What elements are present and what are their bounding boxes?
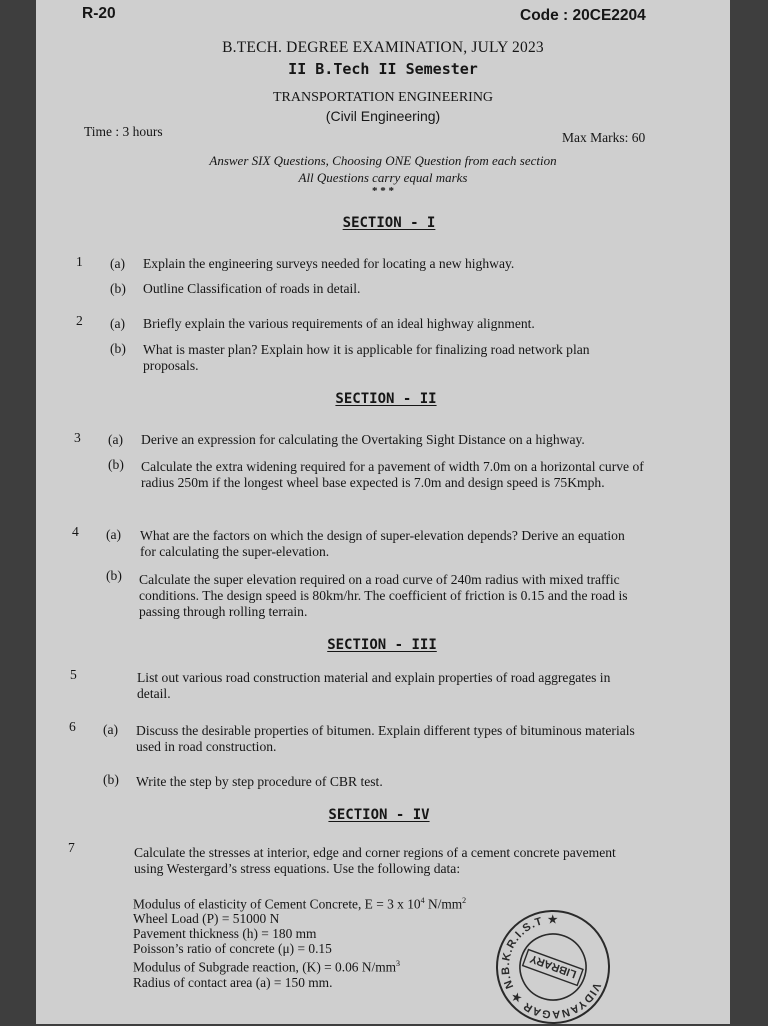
subject-title: TRANSPORTATION ENGINEERING bbox=[272, 90, 494, 105]
part-label: (b) bbox=[110, 341, 126, 356]
question-4b-text: Calculate the super elevation required on a road curve of 240m radius with mixed traffic conditions. The design speed is 80km/hr. The coefficient of friction is 0.15 and the road is passing through rolling terrain. bbox=[139, 572, 628, 619]
q7-data-list bbox=[133, 893, 466, 990]
section-2-title: SECTION - II bbox=[335, 391, 437, 407]
question-number: 4 bbox=[72, 524, 79, 539]
max-marks-label: Max Marks: 60 bbox=[562, 130, 646, 145]
part-label: (a) bbox=[110, 256, 126, 271]
q7-data-item: Poisson’s ratio of concrete (μ) = 0.15 bbox=[133, 941, 332, 957]
data-text: Modulus of Subgrade reaction, (K) = 0.06 N/mm bbox=[133, 959, 397, 975]
question-number: 6 bbox=[69, 719, 76, 734]
section-1-title: SECTION - I bbox=[342, 215, 436, 231]
question-number: 5 bbox=[70, 667, 77, 682]
exam-paper bbox=[36, 0, 730, 1024]
question-2b-text: What is master plan? Explain how it is applicable for finalizing road network plan proposals. bbox=[143, 342, 590, 373]
question-2a-text: Briefly explain the various requirements of an ideal highway alignment. bbox=[143, 316, 535, 331]
part-label: (a) bbox=[106, 527, 122, 542]
question-3b-text: Calculate the extra widening required for a pavement of width 7.0m on a horizontal curve of radius 250m if the longest wheel base expected is 7.0m and design speed is 75Kmph. bbox=[141, 459, 644, 490]
exponent: 3 bbox=[396, 959, 401, 969]
separator-stars: * * * bbox=[372, 185, 394, 197]
exponent: 2 bbox=[462, 896, 467, 905]
part-label: (b) bbox=[110, 281, 126, 296]
question-number: 3 bbox=[74, 430, 81, 445]
stamp-outer-text: VIDYANAGAR ★ N.B.K.R.I.S.T ★ bbox=[499, 913, 603, 1021]
part-label: (b) bbox=[106, 568, 122, 583]
instructions-line-1: Answer SIX Questions, Choosing ONE Question from each section bbox=[209, 153, 557, 168]
data-unit: N/mm bbox=[424, 896, 463, 912]
part-label: (a) bbox=[108, 432, 124, 447]
section-3-title: SECTION - III bbox=[327, 637, 437, 653]
part-label: (a) bbox=[103, 722, 119, 737]
instructions-line-2: All Questions carry equal marks bbox=[298, 170, 468, 185]
library-stamp bbox=[494, 908, 612, 1026]
question-7-text: Calculate the stresses at interior, edge and corner regions of a cement concrete pavement using Westergard’s stress equations. Use the following data: bbox=[134, 845, 616, 876]
branch-title: (Civil Engineering) bbox=[325, 108, 441, 124]
part-label: (b) bbox=[108, 457, 124, 472]
question-3a-text: Derive an expression for calculating the Overtaking Sight Distance on a highway. bbox=[141, 432, 585, 447]
part-label: (b) bbox=[103, 772, 119, 787]
q7-data-item: Radius of contact area (a) = 150 mm. bbox=[133, 974, 333, 990]
data-text: Modulus of elasticity of Cement Concrete, E = 3 x 10 bbox=[133, 896, 421, 912]
section-4-title: SECTION - IV bbox=[328, 807, 430, 823]
regulation-code: R-20 bbox=[82, 5, 116, 22]
exam-title: B.TECH. DEGREE EXAMINATION, JULY 2023 bbox=[222, 39, 544, 56]
question-1b-text: Outline Classification of roads in detail. bbox=[143, 281, 361, 296]
time-label: Time : 3 hours bbox=[84, 124, 163, 139]
question-6b-text: Write the step by step procedure of CBR test. bbox=[136, 774, 383, 789]
stamp-inner-text: LIBRARY bbox=[528, 952, 579, 980]
question-6a-text: Discuss the desirable properties of bitumen. Explain different types of bituminous materials used in road construction. bbox=[136, 723, 635, 754]
question-5-text: List out various road construction material and explain properties of road aggregates in detail. bbox=[137, 670, 611, 701]
question-4a-text: What are the factors on which the design of super-elevation depends? Derive an equation for calculating the super-elevation. bbox=[140, 528, 625, 559]
q7-data-item bbox=[133, 893, 466, 911]
q7-data-item: Pavement thickness (h) = 180 mm bbox=[133, 926, 317, 942]
question-number: 2 bbox=[76, 313, 83, 328]
part-label: (a) bbox=[110, 316, 126, 331]
exponent: 4 bbox=[420, 896, 425, 905]
q7-data-item: Wheel Load (P) = 51000 N bbox=[133, 911, 280, 927]
semester-title: II B.Tech II Semester bbox=[288, 60, 478, 78]
question-1a-text: Explain the engineering surveys needed for locating a new highway. bbox=[143, 256, 515, 271]
question-number: 7 bbox=[68, 840, 75, 855]
question-number: 1 bbox=[76, 254, 83, 269]
paper-code: Code : 20CE2204 bbox=[520, 7, 646, 24]
q7-data-item bbox=[133, 956, 466, 974]
